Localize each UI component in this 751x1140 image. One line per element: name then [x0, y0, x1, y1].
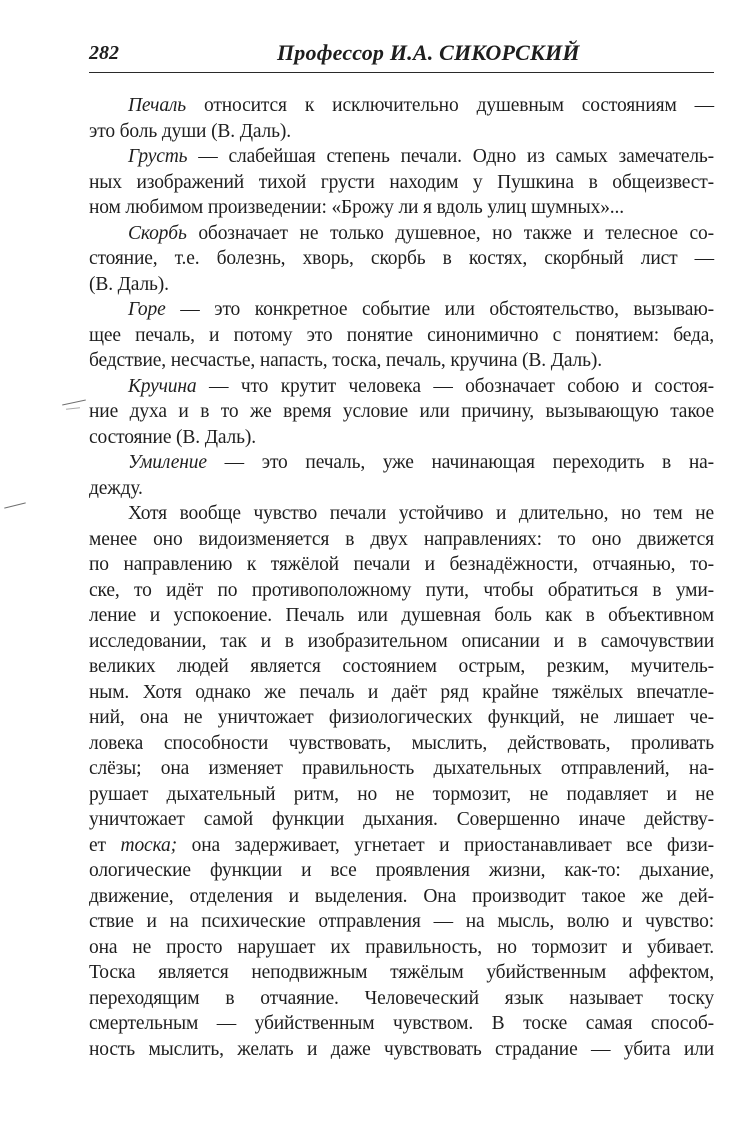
text-line: Печаль относится к исключительно душевным состояниям — — [128, 95, 714, 116]
text-line: ние духа и в то же время условие или причину, вызывающую такое — [89, 401, 714, 422]
scan-mark — [66, 407, 80, 409]
text-line: ловека способности чувствовать, мыслить, действовать, проливать — [89, 732, 714, 754]
text-line: Тоска является неподвижным тяжёлым убийственным аффектом, — [89, 962, 714, 983]
term-italic: Кручина — [128, 375, 197, 397]
text-line: ет тоска; она задерживает, угнетает и приостанавливает все физи- — [89, 834, 714, 856]
text-line: движение, отделения и выделения. Она производит такое же дей- — [89, 885, 714, 907]
term-italic: Печаль — [128, 95, 187, 116]
text-line: Кручина — что крутит человека — обозначает собою и состоя- — [128, 375, 714, 397]
text-line: это боль души (В. Даль). — [89, 120, 291, 142]
book-page — [89, 40, 714, 1062]
scan-mark — [62, 400, 86, 406]
text-line: смертельным — убийственным чувством. В тоске самая способ- — [89, 1013, 714, 1034]
text-line: Умиление — это печаль, уже начинающая переходить в на- — [128, 452, 714, 473]
text-line: ологические функции и все проявления жизни, как-то: дыхание, — [89, 860, 714, 881]
text-line: ном любимом произведении: «Брожу ли я вдоль улиц шумных»... — [89, 197, 624, 218]
text-line: дежду. — [89, 477, 143, 499]
text-line: она не просто нарушает их правильность, но тормозит и убивает. — [89, 936, 714, 958]
text-line: великих людей является состоянием острым, резким, мучитель- — [89, 656, 714, 677]
text-line: рушает дыхательный ритм, но не тормозит, не подавляет и не — [89, 783, 714, 805]
text-line: Грусть — слабейшая степень печали. Одно из самых замечатель- — [128, 146, 714, 167]
body-text — [89, 93, 714, 1062]
text-line: ний, она не уничтожает физиологических функций, не лишает че- — [89, 707, 714, 728]
text-line: (В. Даль). — [89, 273, 169, 295]
text-line: состояние (В. Даль). — [89, 426, 256, 448]
text-line: уничтожает самой функции дыхания. Совершенно иначе действу- — [89, 809, 714, 830]
text-line: ске, то идёт по противоположному пути, чтобы обратиться в уми- — [89, 579, 714, 601]
page-number: 282 — [89, 42, 119, 64]
text-line: исследовании, так и в изобразительном описании и в самочувствии — [89, 630, 714, 652]
text-line: бедствие, несчастье, напасть, тоска, печаль, кручина (В. Даль). — [89, 350, 602, 371]
term-italic: Умиление — [128, 452, 207, 473]
text-line: ление и успокоение. Печаль или душевная боль как в объективном — [89, 605, 714, 626]
text-line: ным. Хотя однако же печаль и даёт ряд крайне тяжёлых впечатле- — [89, 681, 714, 703]
text-line: переходящим в отчаяние. Человеческий язык называет тоску — [89, 987, 714, 1009]
scan-mark — [4, 502, 26, 508]
running-title: Профессор И.А. СИКОРСКИЙ — [277, 40, 580, 65]
text-line: Хотя вообще чувство печали устойчиво и длительно, но тем не — [128, 503, 714, 524]
text-line: по направлению к тяжёлой печали и безнадёжности, отчаянью, то- — [89, 554, 714, 575]
text-line: стояние, т.е. болезнь, хворь, скорбь в костях, скорбный лист — — [89, 248, 714, 269]
text-line: слёзы; она изменяет правильность дыхательных отправлений, на- — [89, 758, 714, 779]
text-line: менее оно видоизменяется в двух направлениях: то оно движется — [89, 528, 714, 550]
term-italic: Скорбь — [128, 222, 187, 244]
text-line: Скорбь обозначает не только душевное, но также и телесное со- — [128, 222, 714, 244]
running-header — [89, 40, 714, 73]
term-italic: Горе — [128, 299, 166, 320]
text-line: ных изображений тихой грусти находим у Пушкина в общеизвест- — [89, 171, 714, 193]
text-line: щее печаль, и потому это понятие синонимично с понятием: беда, — [89, 324, 714, 346]
text-line: ствие и на психические отправления — на мысль, волю и чувство: — [89, 911, 714, 932]
term-italic: Грусть — [128, 146, 188, 167]
term-italic: тоска; — [120, 834, 177, 856]
text-line: Горе — это конкретное событие или обстоятельство, вызываю- — [128, 299, 714, 320]
text-line: ность мыслить, желать и даже чувствовать страдание — убита или — [89, 1038, 714, 1060]
